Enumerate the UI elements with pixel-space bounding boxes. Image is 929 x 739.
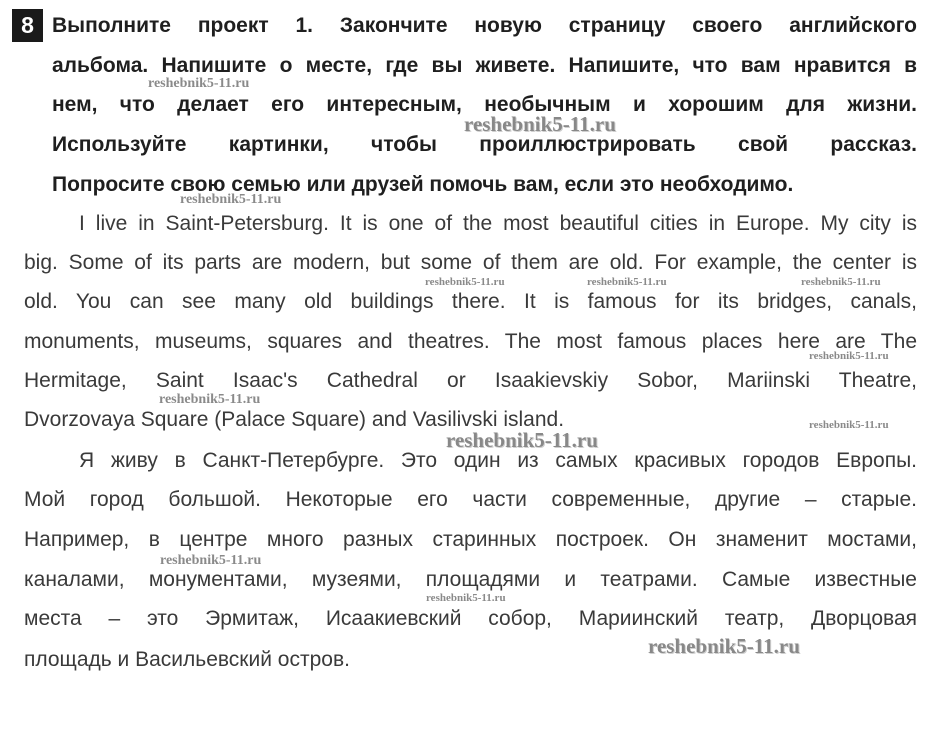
english-line-3: old. You can see many old buildings there. It is famous for its bridges, canals, bbox=[24, 290, 917, 313]
english-line-1: I live in Saint-Petersburg. It is one of the most beautiful cities in Europe. My city is bbox=[79, 212, 917, 235]
watermark: reshebnik5-11.ru bbox=[160, 553, 262, 568]
watermark: reshebnik5-11.ru bbox=[809, 419, 889, 431]
watermark: reshebnik5-11.ru bbox=[801, 276, 881, 288]
watermark: reshebnik5-11.ru bbox=[464, 112, 616, 136]
task-line-2: альбома. Напишите о месте, где вы живете. Напишите, что вам нравится в bbox=[52, 54, 917, 77]
task-line-5: Попросите свою семью или друзей помочь вам, если это необходимо. bbox=[52, 173, 794, 196]
task-line-4: Используйте картинки, чтобы проиллюстрировать свой рассказ. bbox=[52, 133, 917, 156]
watermark: reshebnik5-11.ru bbox=[648, 634, 800, 658]
exercise-number-badge: 8 bbox=[12, 9, 43, 42]
russian-line-4: каналами, монументами, музеями, площадями и театрами. Самые известные bbox=[24, 568, 917, 591]
watermark: reshebnik5-11.ru bbox=[587, 276, 667, 288]
watermark: reshebnik5-11.ru bbox=[446, 428, 598, 452]
russian-line-3: Например, в центре много разных старинных построек. Он знаменит мостами, bbox=[24, 528, 917, 551]
russian-line-5: места – это Эрмитаж, Исаакиевский собор, Мариинский театр, Дворцовая bbox=[24, 607, 917, 630]
english-line-6: Dvorzovaya Square (Palace Square) and Vasilivski island. bbox=[24, 408, 565, 431]
watermark: reshebnik5-11.ru bbox=[180, 192, 282, 207]
russian-line-6: площадь и Васильевский остров. bbox=[24, 648, 350, 671]
watermark: reshebnik5-11.ru bbox=[426, 592, 506, 604]
russian-line-2: Мой город большой. Некоторые его части современные, другие – старые. bbox=[24, 488, 917, 511]
russian-line-1: Я живу в Санкт-Петербурге. Это один из самых красивых городов Европы. bbox=[79, 449, 917, 472]
english-line-4: monuments, museums, squares and theatres. The most famous places here are The bbox=[24, 330, 917, 353]
task-line-1: Выполните проект 1. Закончите новую страницу своего английского bbox=[52, 14, 917, 37]
watermark: reshebnik5-11.ru bbox=[159, 392, 261, 407]
watermark: reshebnik5-11.ru bbox=[148, 76, 250, 91]
task-line-3: нем, что делает его интересным, необычным и хорошим для жизни. bbox=[52, 93, 917, 116]
watermark: reshebnik5-11.ru bbox=[809, 350, 889, 362]
english-line-5: Hermitage, Saint Isaac's Cathedral or Isaakievskiy Sobor, Mariinski Theatre, bbox=[24, 369, 917, 392]
watermark: reshebnik5-11.ru bbox=[425, 276, 505, 288]
english-line-2: big. Some of its parts are modern, but some of them are old. For example, the center is bbox=[24, 251, 917, 274]
